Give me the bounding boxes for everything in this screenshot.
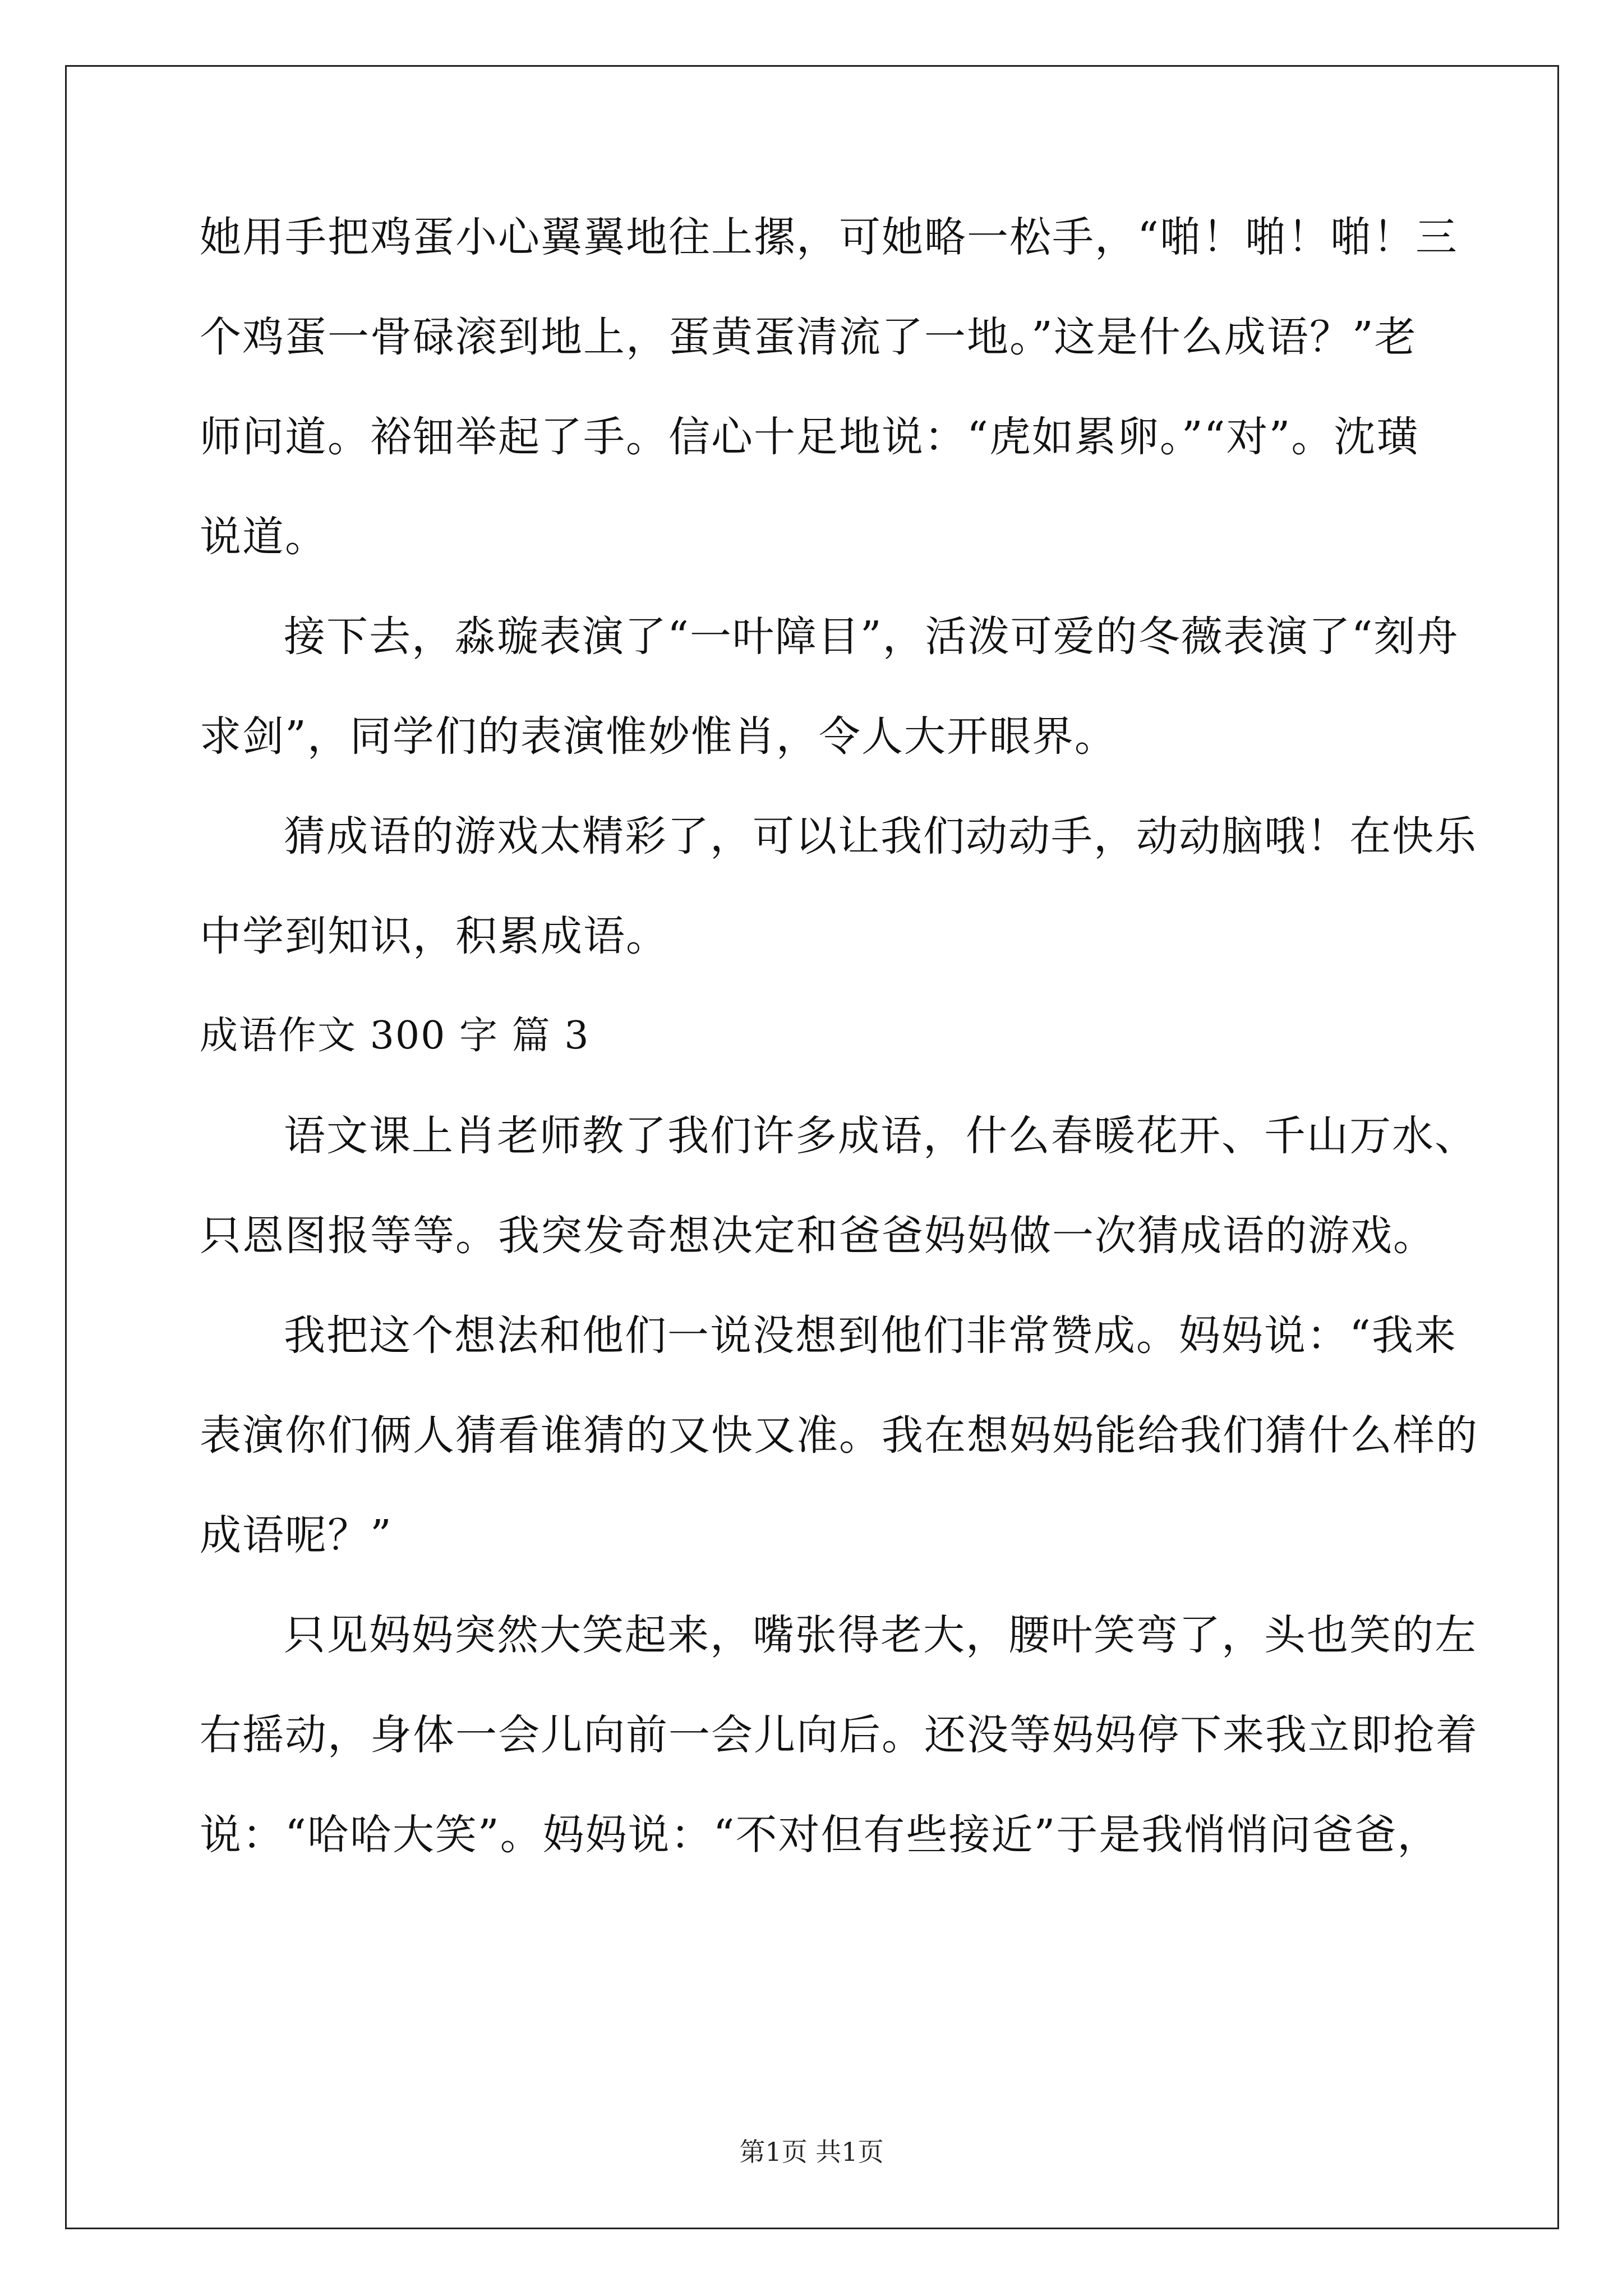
- page-number-footer: 第1页 共1页: [739, 2137, 884, 2167]
- text-line: 语文课上肖老师教了我们许多成语，什么春暖花开、千山万水、: [284, 1112, 1477, 1160]
- text-line: 说道。: [200, 513, 328, 561]
- text-line: 她用手把鸡蛋小心翼翼地往上摞，可她略一松手，“啪！啪！啪！三: [200, 213, 1458, 261]
- section-heading: 成语作文 300 字 篇 3: [200, 1014, 590, 1058]
- text-line: 猜成语的游戏太精彩了，可以让我们动动手，动动脑哦！在快乐: [284, 812, 1477, 861]
- text-line: 求剑”，同学们的表演惟妙惟肖，令人大开眼界。: [200, 712, 1117, 761]
- text-line: 成语呢？”: [200, 1511, 393, 1559]
- text-line: 我把这个想法和他们一说没想到他们非常赞成。妈妈说：“我来: [284, 1312, 1457, 1360]
- text-line: 只恩图报等等。我突发奇想决定和爸爸妈妈做一次猜成语的游戏。: [200, 1212, 1436, 1260]
- text-line: 说：“哈哈大笑”。妈妈说：“不对但有些接近”于是我悄悄问爸爸，: [200, 1811, 1440, 1859]
- text-line: 表演你们俩人猜看谁猜的又快又准。我在想妈妈能给我们猜什么样的: [200, 1411, 1478, 1460]
- text-line: 个鸡蛋一骨碌滚到地上，蛋黄蛋清流了一地。”这是什么成语？”老: [200, 313, 1417, 361]
- text-line: 右摇动，身体一会儿向前一会儿向后。还没等妈妈停下来我立即抢着: [200, 1711, 1478, 1759]
- text-line: 中学到知识，积累成语。: [200, 912, 668, 960]
- text-line: 师问道。裕钿举起了手。信心十足地说：“虎如累卵。”“对”。沈璜: [200, 413, 1419, 461]
- text-line: 接下去，淼璇表演了“一叶障目”，活泼可爱的冬薇表演了“刻舟: [284, 613, 1459, 661]
- text-line: 只见妈妈突然大笑起来，嘴张得老大，腰叶笑弯了，头也笑的左: [284, 1611, 1477, 1659]
